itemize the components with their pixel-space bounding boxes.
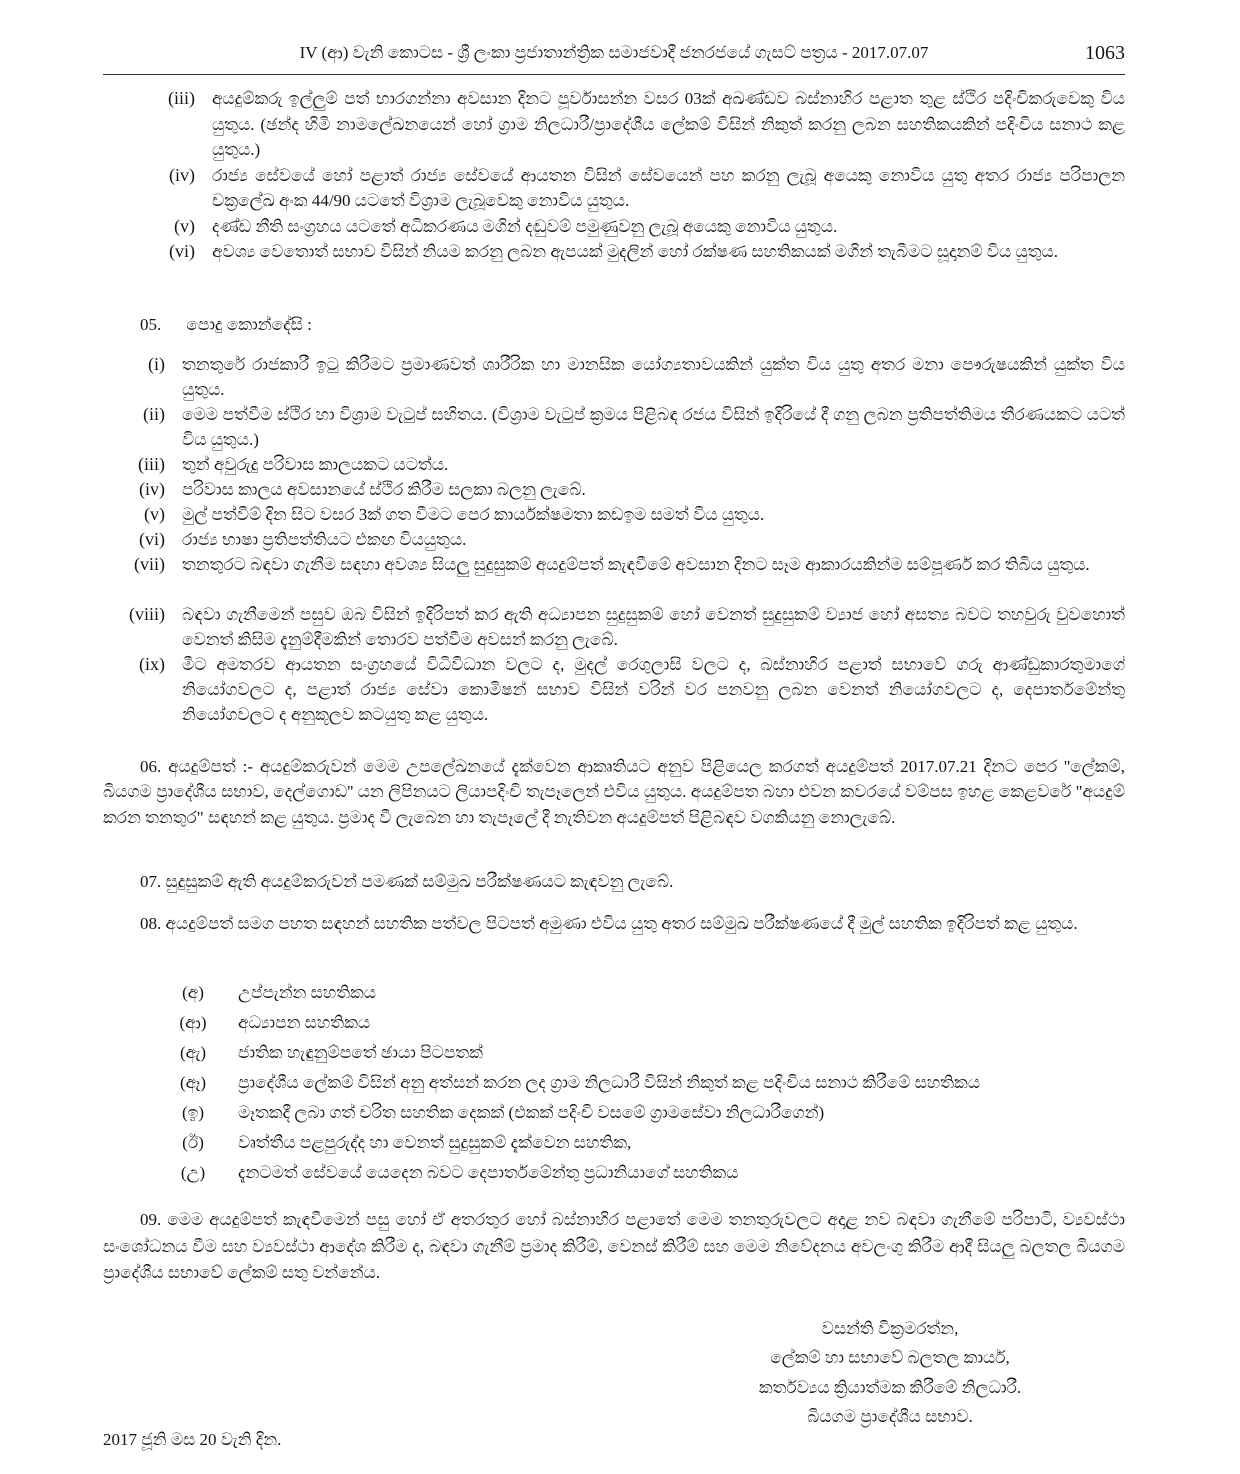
- list-item: [163, 1008, 1125, 1038]
- list-item: [103, 502, 1125, 527]
- page-number: 1063: [1085, 42, 1125, 64]
- item-label: (ඈ): [179, 1073, 207, 1092]
- item-label: (ii): [143, 404, 165, 424]
- item-text: මෑතකදී ලබා ගත් චරිත සහතික දෙකක් (එකක් පදිංචි වසමේ ග්‍රාමසේවා නිලධාරීගෙන්): [238, 1103, 825, 1122]
- item-text: දැනටමත් සේවයේ යෙදෙන බවට දෙපාර්තමේන්තු ප්‍රධානියාගේ සහතිකය: [238, 1163, 739, 1182]
- list-item: [103, 402, 1125, 452]
- item-label: (iv): [139, 479, 165, 499]
- list-item: [163, 1128, 1125, 1158]
- item-text: ජාතික හැඳුනුම්පතේ ඡායා පිටපතක්: [238, 1043, 483, 1062]
- item-label: (උ): [180, 1163, 206, 1182]
- paragraph-text: සුදුසුකම් ඇති අයදුම්කරුවන් පමණක් සම්මුඛ පරීක්ෂණයට කැඳවනු ලැබේ.: [165, 872, 674, 891]
- section-number: 05.: [140, 315, 162, 334]
- item-text: මීට අමතරව ආයතන සංග්‍රහයේ විධිවිධාන වලට ද, මුදල් රෙගුලාසි වලට ද, බස්නාහිර පළාත් සභාවේ ගරු ආණ්ඩුකාරතුමාගේ නියෝගවලට ද, පළාත් රාජ්‍ය සේවා කොමිෂන් සභාව විසින් වරින් වර පනවනු ලබන වෙනත් නියෝගවලට ද, දෙපාර්තමේන්තු නියෝගවලට ද අනුකූලව කටයුතු කළ යුතුය.: [182, 655, 1125, 724]
- document-date: 2017 ජූනි මස 20 වැනි දින.: [103, 1430, 282, 1449]
- paragraph-certificates: [103, 911, 1125, 962]
- signatory-title: කර්තව්‍යය ක්‍රියාත්මක කිරීමේ නිලධාරී.: [758, 1377, 1022, 1397]
- list-item: [103, 602, 1125, 652]
- item-label: (i): [148, 354, 165, 374]
- item-text: තනතුරේ රාජකාරී ඉටු කිරීමට ප්‍රමාණවත් ශාරීරික හා මානසික යෝග්‍යතාවයකින් යුක්ත විය යුතු අතර මනා පෞරුෂයකින් යුක්ත විය යුතුය.: [182, 355, 1125, 399]
- page-header: [103, 38, 1125, 70]
- item-text: ප්‍රාදේශීය ලේකම් විසින් අනු අත්සන් කරන ලද ග්‍රාම නිලධාරී විසින් නිකුත් කළ පදිංචිය සනාථ කිරීමේ සහතිකය: [238, 1073, 981, 1092]
- header-title: IV (ආ) වැනි කොටස - ශ්‍රී ලංකා ප්‍රජාතාන්ත්‍රික සමාජවාදී ජනරජයේ ගැසට් පත්‍රය - 2017.07.07: [299, 43, 929, 62]
- list-item: [163, 1068, 1125, 1098]
- item-text: උප්පැන්න සහතිකය: [238, 983, 377, 1002]
- list-item: [103, 452, 1125, 477]
- list-item: [140, 214, 1125, 240]
- item-label: (ඊ): [182, 1133, 204, 1152]
- paragraph-number: 06.: [140, 757, 162, 776]
- list-item: [103, 352, 1125, 402]
- item-text: රාජ්‍ය භාෂා ප්‍රතිපත්තියට එකඟ වියයුතුය.: [182, 530, 467, 549]
- item-text: තනතුරට බඳවා ගැනීම සඳහා අවශ්‍ය සියලු සුදුසුකම් අයදුම්පත් කැඳවීමේ අවසාන දිනට සෑම ආකාරයකින්ම සම්පූර්ණ කර තිබිය යුතුය.: [182, 555, 1090, 574]
- paragraph-text: අයදුම්පත් :- අයදුම්කරුවන් මෙම උපලේඛනයේ දැක්වෙන ආකෘතියට අනුව පිළියෙල කරගත් අයදුම්පත් 2017.07.21 දිනට පෙර ''ලේකම්, බියගම ප්‍රාදේශීය සභාව, දෙල්ගොඩ'' යන ලිපිනයට ලියාපදිංචි තැපෑලෙන් එවිය යුතුය. අයදුම්පත බහා එවන කවරයේ වම්පස ඉහළ කෙළවරේ "අයදුම් කරන තනතුර" සඳහන් කළ යුතුය. ප්‍රමාද වී ලැබෙන හා තැපෑලේ දී නැතිවන අයදුම්පත් පිළිබඳව වගකියනු නොලැබේ.: [103, 757, 1125, 827]
- item-label: (ආ): [179, 1013, 207, 1032]
- list-item: [163, 1038, 1125, 1068]
- paragraph-applications: [103, 754, 1125, 856]
- list-item: [163, 1158, 1125, 1188]
- list-item: [103, 477, 1125, 502]
- paragraph-number: 08.: [140, 914, 162, 933]
- paragraph-number: 07.: [140, 872, 162, 891]
- item-text: අවශ්‍ය වෙතොත් සභාව විසින් නියම කරනු ලබන ඇපයක් මුදලින් හෝ රක්ෂණ සහතිකයක් මගින් තැබීමට සූදානම් විය යුතුය.: [212, 242, 1058, 261]
- list-item: [163, 978, 1125, 1008]
- signatory-title: ලේකම් හා සභාවේ බලතල කාර්ය,: [770, 1348, 1010, 1368]
- item-text: දණ්ඩ නීති සංග්‍රහය යටතේ අධිකරණය මගින් දඬුවම් පමුණුවනු ලැබූ අයෙකු නොවිය යුතුය.: [212, 216, 838, 236]
- item-label: (ඇ): [179, 1043, 207, 1062]
- list-item: [103, 552, 1125, 602]
- list-item: [140, 239, 1125, 290]
- item-label: (v): [144, 504, 165, 524]
- item-text: තුන් අවුරුදු පරිවාස කාලයකට යටත්ය.: [182, 455, 449, 474]
- signatory-organization: බියගම ප්‍රාදේශීය සභාව.: [807, 1406, 973, 1426]
- item-text: වෘත්තීය පළපුරුද්ද හා වෙනත් සුදුසුකම් දැක්වෙන සහතික,: [238, 1133, 632, 1152]
- general-conditions-list: [103, 352, 1125, 727]
- signatory-name: වසන්ති වික්‍රමරත්න,: [821, 1319, 959, 1338]
- section-heading-general-conditions: [140, 312, 740, 337]
- item-label: (vi): [169, 241, 195, 261]
- section-title: පොදු කොන්දේසි :: [186, 315, 312, 334]
- item-text: මුල් පත්වීම් දින සිට වසර 3ක් ගත වීමට පෙර කාර්යක්ෂමතා කඩඉම සමත් විය යුතුය.: [182, 505, 765, 524]
- item-label: (vii): [134, 554, 165, 574]
- signature-block: [720, 1314, 1060, 1431]
- item-text: අධ්‍යාපන සහතිකය: [238, 1013, 371, 1032]
- item-label: (ix): [139, 654, 165, 674]
- eligibility-list: [140, 86, 1125, 290]
- item-label: (iv): [169, 164, 195, 185]
- item-text: පරිවාස කාලය අවසානයේ ස්ථිර කිරීම සලකා බලනු ලැබේ.: [182, 480, 586, 499]
- list-item: [140, 163, 1125, 214]
- item-text: බඳවා ගැනීමෙන් පසුව ඔබ විසින් ඉදිරිපත් කර ඇති අධ්‍යාපන සුදුසුකම් හෝ වෙනත් සුදුසුකම් ව්‍යාජ හෝ අසත්‍ය බවට තහවුරු වුවහොත් වෙනත් කිසිම දැනුම්දීමකින් තොරව පත්වීම අවසන් කරනු ලැබේ.: [182, 605, 1125, 649]
- item-label: (iii): [138, 454, 165, 474]
- paragraph-text: අයදුම්පත් සමග පහත සඳහන් සහතික පත්වල පිටපත් අමුණා එවිය යුතු අතර සම්මුඛ පරීක්ෂණයේ දී මුල් සහතික ඉදිරිපත් කළ යුතුය.: [165, 914, 1078, 933]
- item-text: මෙම පත්වීම ස්ථිර හා විශ්‍රාම වැටුප් සහිතය. (විශ්‍රාම වැටුප් ක්‍රමය පිළිබඳ රජය විසින් ඉදිරියේ දී ගනු ලබන ප්‍රතිපත්තිමය තීරණයකට යටත් විය යුතුය.): [182, 405, 1125, 449]
- item-label: (viii): [129, 604, 165, 624]
- paragraph-powers: [103, 1207, 1125, 1287]
- list-item: [103, 527, 1125, 552]
- list-item: [140, 86, 1125, 163]
- item-label: (ඉ): [182, 1103, 204, 1122]
- item-label: (අ): [182, 983, 204, 1002]
- paragraph-interview: [103, 869, 1125, 895]
- header-divider: [103, 74, 1125, 75]
- item-label: (vi): [139, 529, 165, 549]
- item-text: රාජ්‍ය සේවයේ හෝ පළාත් රාජ්‍ය සේවයේ ආයතන විසින් සේවයෙන් පහ කරනු ලැබූ අයෙකු නොවිය යුතු අතර රාජ්‍ය පරිපාලන චක්‍රලේඛ අංක 44/90 යටතේ විශ්‍රාම ලැබූවෙකු නොවිය යුතුය.: [212, 165, 1125, 210]
- list-item: [163, 1098, 1125, 1128]
- list-item: [103, 652, 1125, 727]
- paragraph-number: 09.: [140, 1210, 162, 1229]
- item-label: (iii): [168, 88, 195, 108]
- certificate-list: [163, 978, 1125, 1188]
- item-label: (v): [174, 215, 195, 236]
- item-text: අයදුම්කරු ඉල්ලුම් පත් භාරගන්නා අවසාන දිනට පූර්වාසන්න වසර 03ක් අඛණ්ඩව බස්නාහිර පළාත තුළ ස්ථිර පදිංචිකරුවෙකු විය යුතුය. (ඡන්ද හිමි නාමලේඛනයෙන් හෝ ග්‍රාම නිලධාරී/ප්‍රාදේශීය ලේකම් විසින් නිකුත් කරනු ලබන සහතිකයකින් පදිංචිය සනාථ කළ යුතුය.): [212, 89, 1125, 159]
- paragraph-text: මෙම අයදුම්පත් කැඳවීමෙන් පසු හෝ ඒ අතරතුර හෝ බස්නාහිර පළාතේ මෙම තනතුරුවලට අදාළ නව බඳවා ගැනීමේ පරිපාටි, ව්‍යවස්ථා සංශෝධනය වීම සහ ව්‍යවස්ථා ආදේශ කිරීම ද, බඳවා ගැනීම් ප්‍රමාද කිරීම්, වෙනස් කිරීම් සහ මෙම නිවේදනය අවලංගු කිරීම ආදී සියලු බලතල බියගම ප්‍රාදේශීය සභාවේ ලේකම් සතු වන්නේය.: [103, 1210, 1125, 1282]
